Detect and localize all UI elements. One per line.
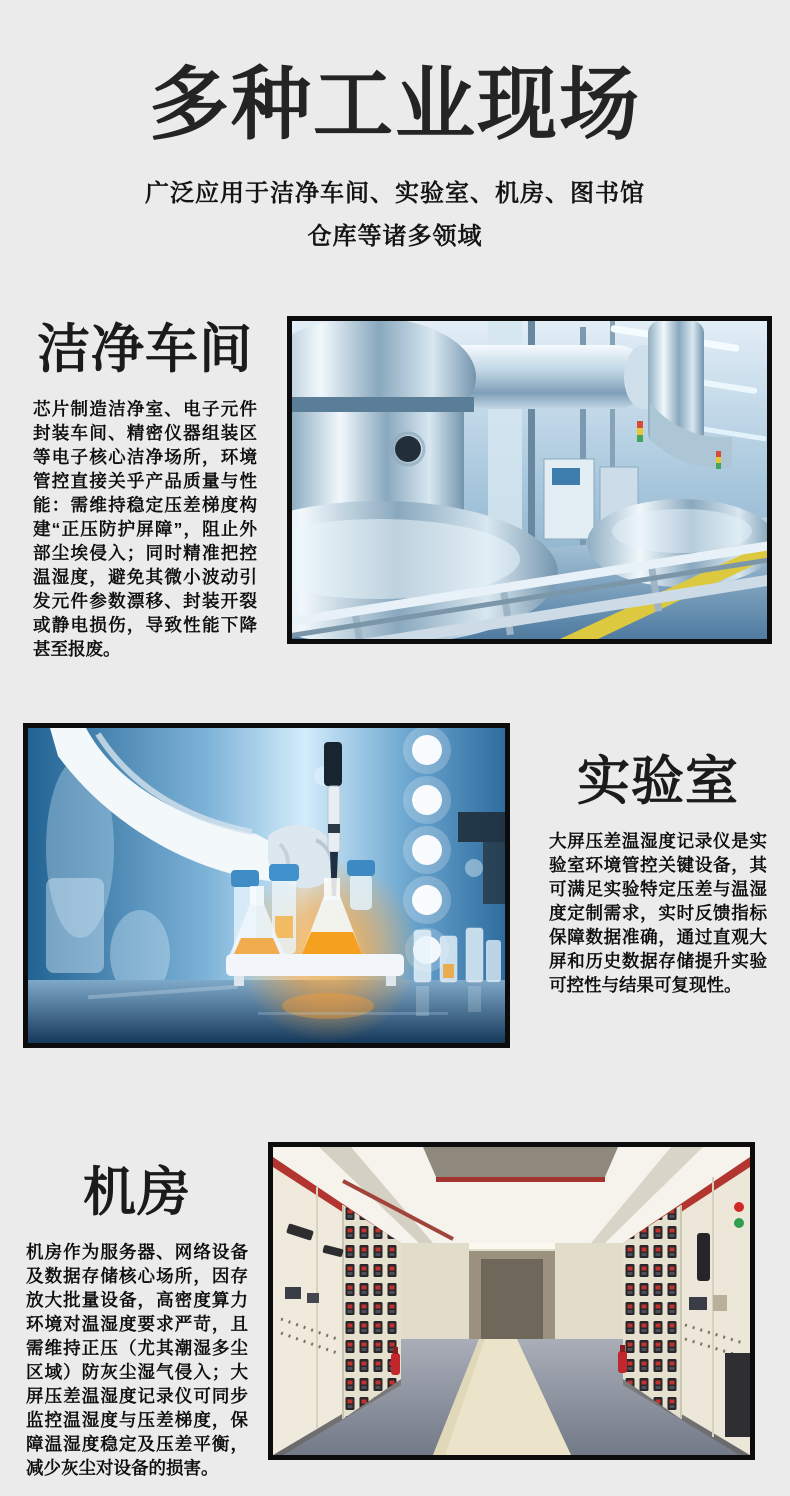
- laboratory-illustration: [28, 728, 505, 1043]
- laboratory-photo: [23, 723, 510, 1048]
- section-laboratory-text: [549, 752, 767, 997]
- subtitle-line-2: 仓库等诸多领域: [307, 223, 483, 250]
- clean-workshop-description: 芯片制造洁净室、电子元件封装车间、精密仪器组装区等电子核心洁净场所，环境管控直接关乎产品质量与性能：需维持稳定压差梯度构建“正压防护屏障”，阻止外部尘埃侵入；同时精准把控温湿度，避免其微小波动引发元件参数漂移、封装开裂或静电损伤，导致性能下降甚至报废。: [33, 399, 257, 659]
- clean-workshop-illustration: [292, 321, 767, 639]
- clean-workshop-photo: [287, 316, 772, 644]
- machine-room-description: 机房作为服务器、网络设备及数据存储核心场所，因存放大批量设备，高密度算力环境对温湿度要求严苛，且需维持正压（尤其潮湿多尘区域）防灰尘湿气侵入；大屏压差温湿度记录仪可同步监控温湿度与压差梯度，保障温湿度稳定及压差平衡，减少灰尘对设备的损害。: [26, 1242, 248, 1478]
- laboratory-heading: 实验室: [577, 752, 739, 811]
- subtitle-line-1: 广泛应用于洁净车间、实验室、机房、图书馆: [145, 180, 645, 207]
- laboratory-description: 大屏压差温湿度记录仪是实验室环境管控关键设备，其可满足实验特定压差与温湿度定制需求，实时反馈指标保障数据准确，通过直观大屏和历史数据存储提升实验可控性与结果可复现性。: [549, 831, 767, 995]
- clean-workshop-heading: 洁净车间: [37, 320, 253, 379]
- page-subtitle: [0, 172, 790, 258]
- page-title: 多种工业现场: [149, 60, 641, 149]
- electrical-room-photo: [268, 1142, 755, 1460]
- section-clean-workshop-text: [33, 320, 257, 661]
- electrical-room-illustration: [273, 1147, 750, 1455]
- machine-room-heading: 机房: [83, 1163, 191, 1222]
- section-machine-room-text: [26, 1163, 248, 1480]
